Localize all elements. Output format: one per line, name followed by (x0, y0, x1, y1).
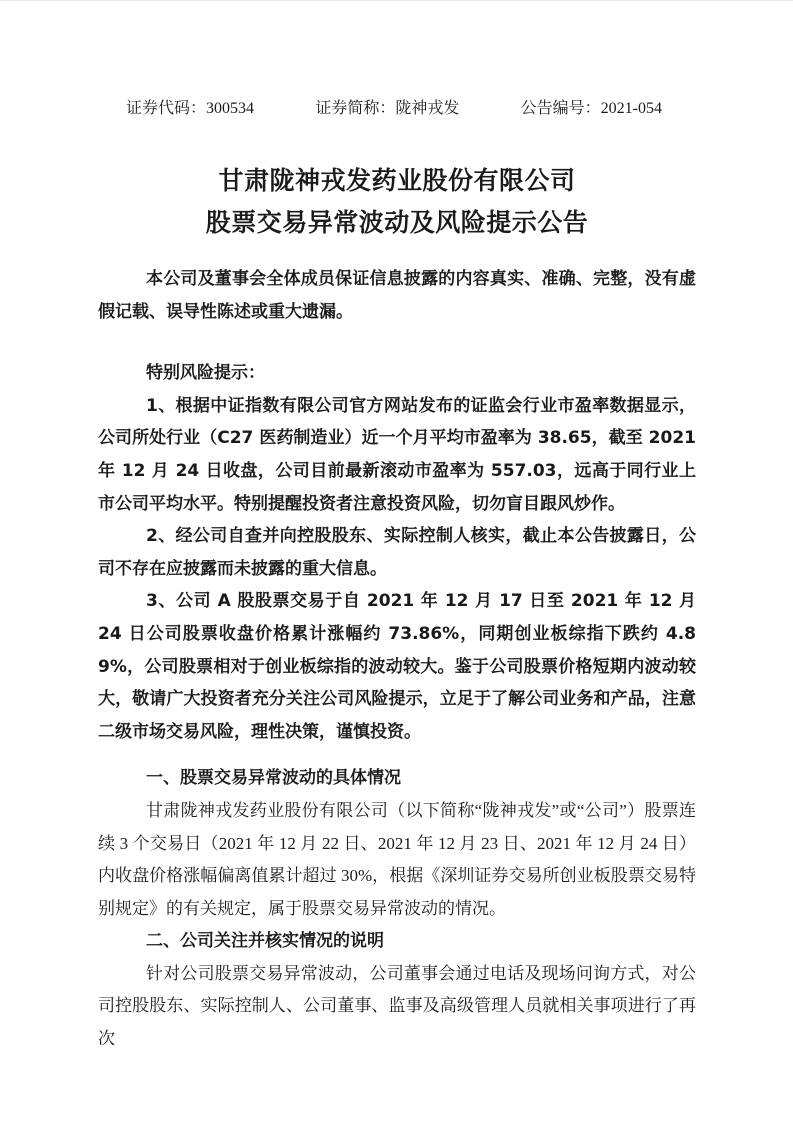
stock-code-value: 300534 (206, 100, 255, 117)
stock-abbr-label: 证券简称： (315, 100, 396, 117)
stock-abbr-value: 陇神戎发 (395, 100, 460, 117)
page-content (0, 98, 793, 1056)
stock-code-label: 证券代码： (126, 100, 207, 117)
risk-item-2: 2、经公司自查并向控股股东、实际控制人核实，截止本公告披露日，公司不存在应披露而未披露的重大信息。 (98, 526, 696, 579)
disclosure-statement: 本公司及董事会全体成员保证信息披露的内容真实、准确、完整，没有虚假记载、误导性陈述或重大遗漏。 (98, 269, 696, 322)
section-2-body: 针对公司股票交易异常波动，公司董事会通过电话及现场问询方式，对公司控股股东、实际控制人、公司董事、监事及高级管理人员就相关事项进行了再次 (98, 963, 696, 1049)
section-2-heading: 二、公司关注并核实情况的说明 (146, 931, 384, 952)
announcement-number (521, 98, 662, 120)
announcement-subject-title: 股票交易异常波动及风险提示公告 (205, 208, 589, 237)
stock-abbr (315, 98, 459, 120)
section-1-heading: 一、股票交易异常波动的具体情况 (146, 768, 401, 789)
risk-item-1: 1、根据中证指数有限公司官方网站发布的证监会行业市盈率数据显示，公司所处行业（C27 医药制造业）近一个月平均市盈率为 38.65，截至 2021 年 12 月 24 日收盘，公司目前最新滚动市盈率为 557.03，远高于同行业上市公司平均水平。特别提醒投资者注意投资风险，切勿盲目跟风炒作。 (98, 395, 696, 514)
stock-code (126, 98, 254, 120)
section-1-body: 甘肃陇神戎发药业股份有限公司（以下简称“陇神戎发”或“公司”）股票连续 3 个交易日（2021 年 12 月 22 日、2021 年 12 月 23 日、2021 年 12 月 24 日）内收盘价格涨幅偏离值累计超过 30%，根据《深圳证券交易所创业板股票交易特别规定》的有关规定，属于股票交易异常波动的情况。 (98, 800, 696, 918)
doc-header (98, 98, 696, 120)
announcement-number-value: 2021-054 (600, 100, 662, 117)
risk-item-3: 3、公司 A 股股票交易于自 2021 年 12 月 17 日至 2021 年 12 月 24 日公司股票收盘价格累计涨幅约 73.86%，同期创业板综指下跌约 4.89%，公司股票相对于创业板综指的波动较大。鉴于公司股票价格短期内波动较大，敬请广大投资者充分关注公司风险提示，立足于了解公司业务和产品，注意二级市场交易风险，理性决策，谨慎投资。 (98, 591, 696, 742)
special-risk-heading: 特别风险提示： (146, 363, 265, 384)
announcement-number-label: 公告编号： (520, 100, 601, 117)
company-name-title: 甘肃陇神戎发药业股份有限公司 (218, 166, 576, 195)
